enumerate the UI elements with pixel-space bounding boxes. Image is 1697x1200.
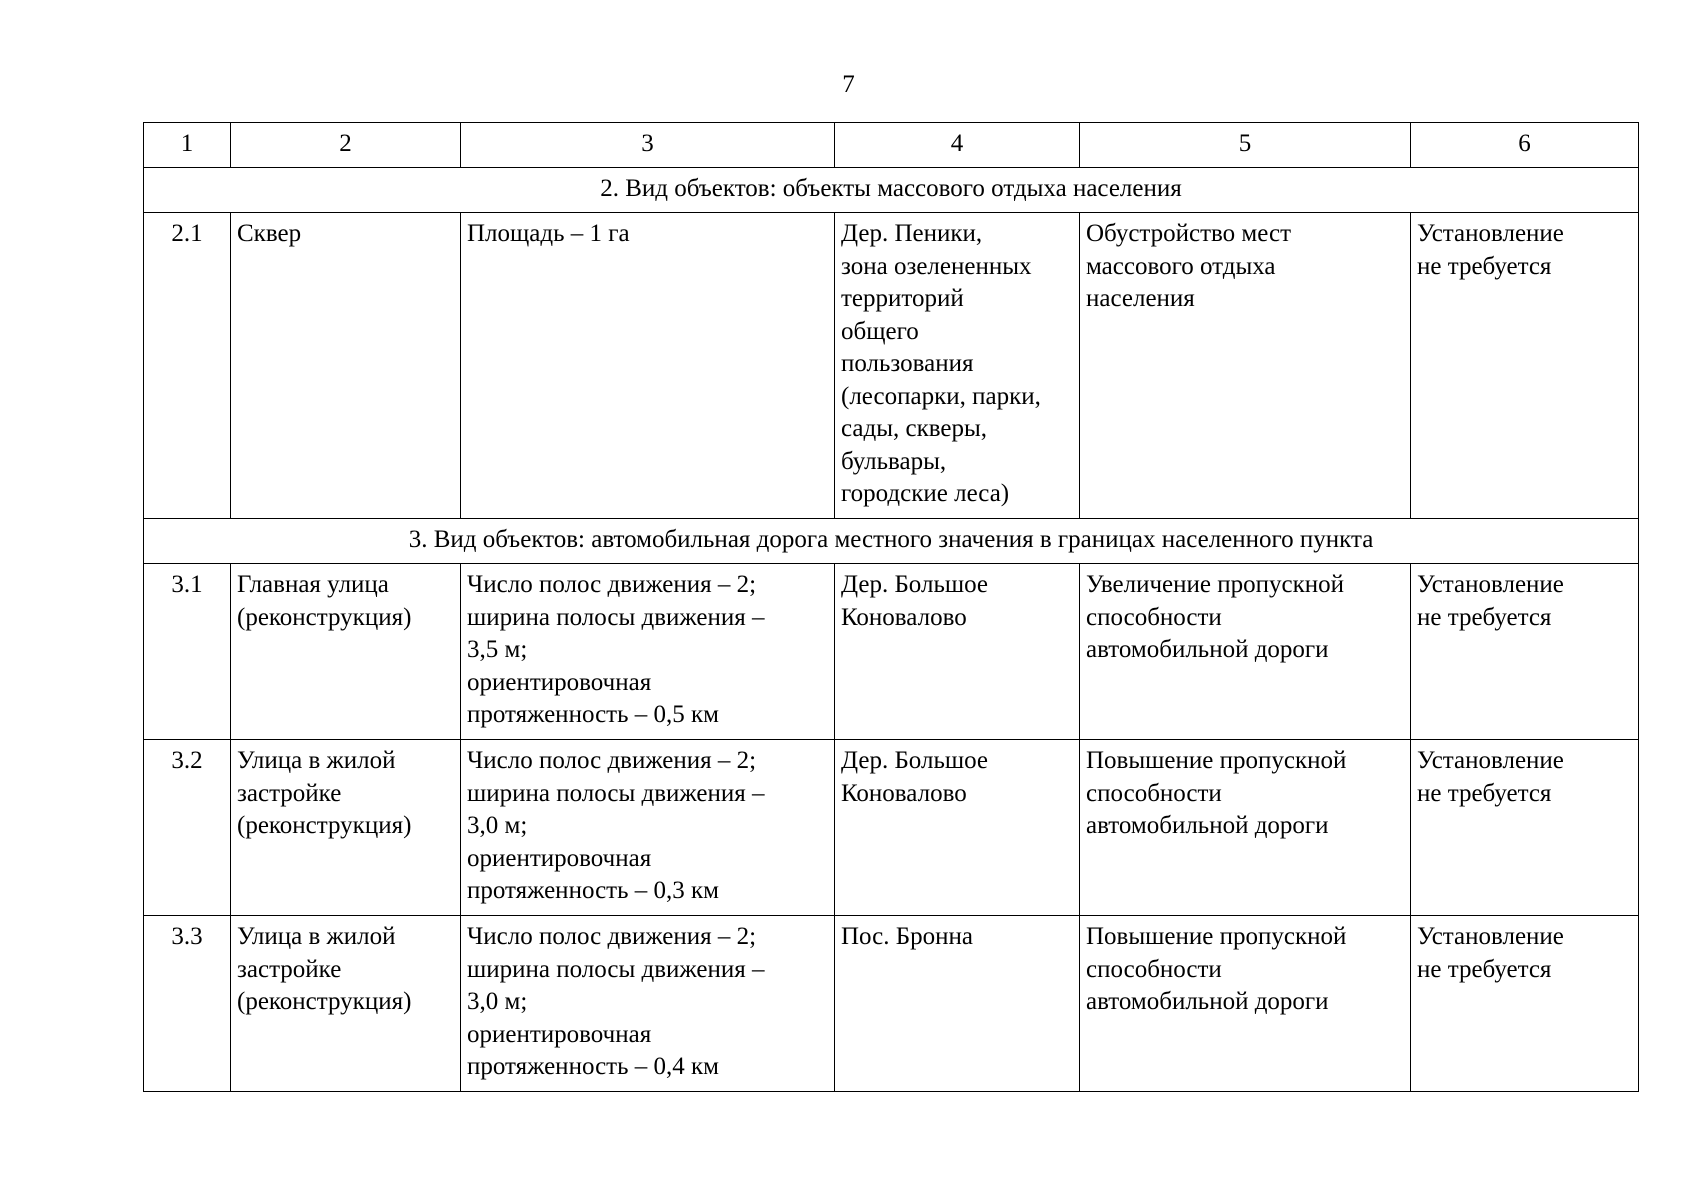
row-number: 3.2: [144, 740, 231, 916]
object-location: Дер. Пеники, зона озелененных территорий общего пользования (лесопарки, парки, сады, скверы, бульвары, городские леса): [835, 213, 1080, 519]
object-name: Сквер: [231, 213, 461, 519]
column-number: 1: [144, 123, 231, 168]
object-name: Главная улица (реконструкция): [231, 564, 461, 740]
object-characteristics: Число полос движения – 2; ширина полосы движения – 3,0 м; ориентировочная протяженность – 0,4 км: [461, 916, 835, 1092]
object-characteristics: Число полос движения – 2; ширина полосы движения – 3,0 м; ориентировочная протяженность – 0,3 км: [461, 740, 835, 916]
object-zones: Установление не требуется: [1411, 213, 1639, 519]
column-number-row: [144, 123, 1639, 168]
section-heading-row: [144, 519, 1639, 564]
row-number: 3.3: [144, 916, 231, 1092]
object-location: Пос. Бронна: [835, 916, 1080, 1092]
column-number: 2: [231, 123, 461, 168]
column-number: 5: [1080, 123, 1411, 168]
object-purpose: Увеличение пропускной способности автомобильной дороги: [1080, 564, 1411, 740]
section-heading-row: [144, 168, 1639, 213]
row-number: 3.1: [144, 564, 231, 740]
object-zones: Установление не требуется: [1411, 740, 1639, 916]
object-zones: Установление не требуется: [1411, 916, 1639, 1092]
object-name: Улица в жилой застройке (реконструкция): [231, 740, 461, 916]
object-characteristics: Площадь – 1 га: [461, 213, 835, 519]
object-location: Дер. Большое Коновалово: [835, 564, 1080, 740]
section-heading: 2. Вид объектов: объекты массового отдыха населения: [144, 168, 1639, 213]
object-purpose: Обустройство мест массового отдыха населения: [1080, 213, 1411, 519]
column-number: 4: [835, 123, 1080, 168]
section-heading: 3. Вид объектов: автомобильная дорога местного значения в границах населенного пункта: [144, 519, 1639, 564]
object-characteristics: Число полос движения – 2; ширина полосы движения – 3,5 м; ориентировочная протяженность – 0,5 км: [461, 564, 835, 740]
object-zones: Установление не требуется: [1411, 564, 1639, 740]
table-row: [144, 916, 1639, 1092]
object-location: Дер. Большое Коновалово: [835, 740, 1080, 916]
table-row: [144, 740, 1639, 916]
objects-table: [143, 122, 1639, 1092]
object-name: Улица в жилой застройке (реконструкция): [231, 916, 461, 1092]
column-number: 3: [461, 123, 835, 168]
object-purpose: Повышение пропускной способности автомобильной дороги: [1080, 916, 1411, 1092]
page-number: 7: [842, 71, 855, 98]
table-row: [144, 564, 1639, 740]
column-number: 6: [1411, 123, 1639, 168]
table-row: [144, 213, 1639, 519]
row-number: 2.1: [144, 213, 231, 519]
object-purpose: Повышение пропускной способности автомобильной дороги: [1080, 740, 1411, 916]
